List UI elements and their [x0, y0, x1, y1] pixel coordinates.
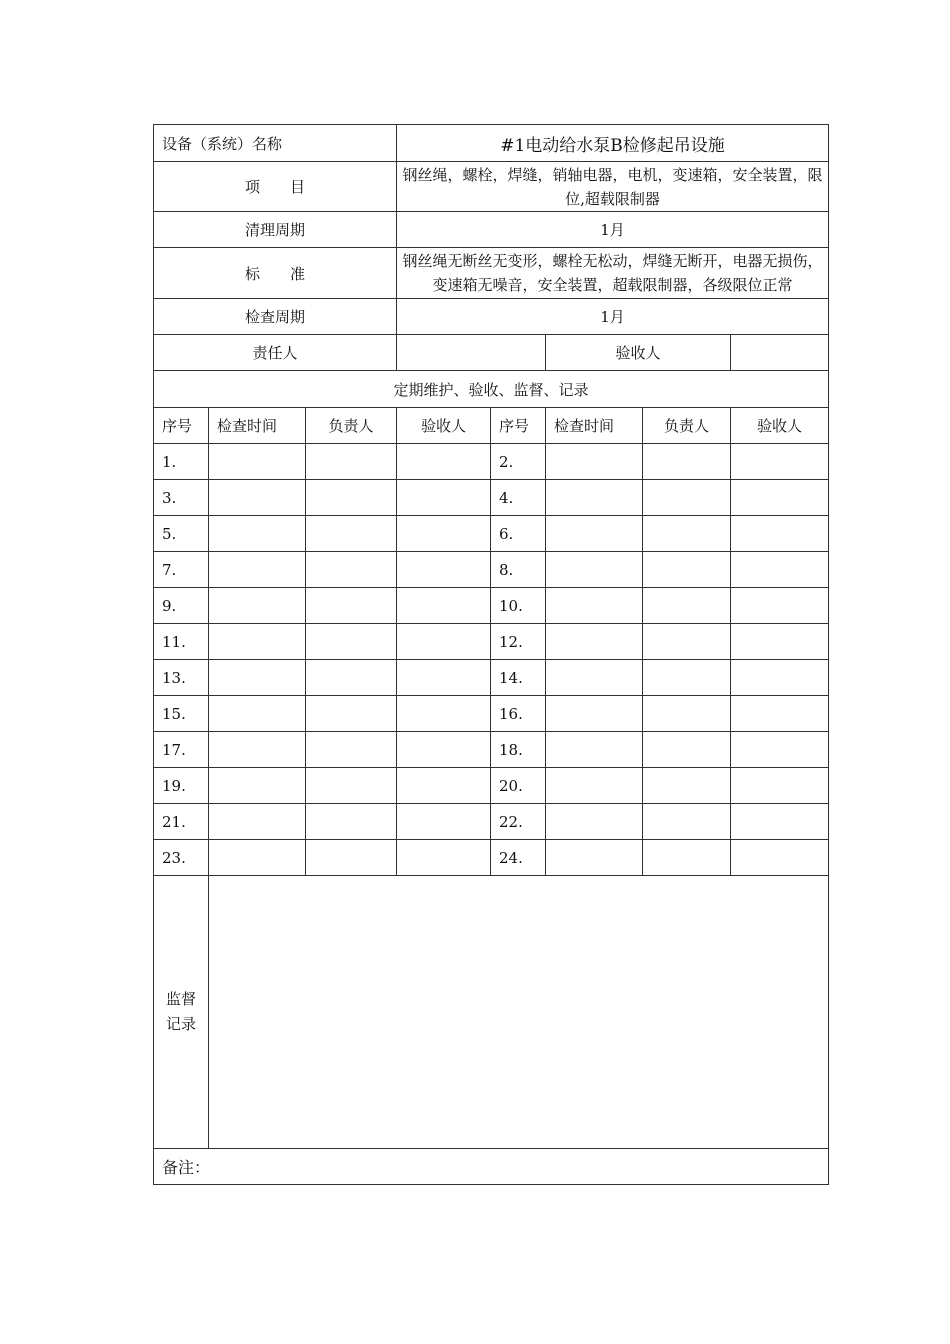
row-number: 8.	[491, 552, 546, 588]
clean-cycle-label: 清理周期	[154, 212, 397, 248]
table-row	[154, 480, 829, 516]
acceptor-cell[interactable]	[731, 588, 829, 624]
responsible-cell[interactable]	[643, 768, 731, 804]
check-time-cell[interactable]	[209, 624, 306, 660]
row-number: 16.	[491, 696, 546, 732]
acceptor-cell[interactable]	[731, 768, 829, 804]
acceptor-cell[interactable]	[731, 696, 829, 732]
column-header: 验收人	[731, 408, 829, 444]
check-time-cell[interactable]	[209, 804, 306, 840]
check-time-cell[interactable]	[209, 696, 306, 732]
clean-cycle-value: 1月	[397, 212, 829, 248]
table-row	[154, 840, 829, 876]
responsible-cell[interactable]	[643, 660, 731, 696]
check-time-cell[interactable]	[546, 516, 643, 552]
responsible-cell[interactable]	[643, 480, 731, 516]
check-time-cell[interactable]	[546, 696, 643, 732]
row-number: 5.	[154, 516, 209, 552]
table-row	[154, 732, 829, 768]
row-number: 14.	[491, 660, 546, 696]
acceptor-label: 验收人	[546, 335, 731, 371]
column-header: 负责人	[306, 408, 397, 444]
equipment-name-value: #1电动给水泵B检修起吊设施	[397, 125, 829, 162]
supervision-label-line-2: 记录	[165, 1015, 196, 1033]
responsible-cell[interactable]	[306, 732, 397, 768]
check-time-cell[interactable]	[546, 660, 643, 696]
remark-label: 备注：	[162, 1158, 211, 1177]
row-number: 10.	[491, 588, 546, 624]
supervision-label-line-1: 监督	[165, 990, 196, 1008]
acceptor-cell[interactable]	[397, 804, 491, 840]
acceptor-cell[interactable]	[397, 480, 491, 516]
acceptor-cell[interactable]	[731, 732, 829, 768]
supervision-label	[154, 876, 209, 1149]
responsible-cell[interactable]	[306, 624, 397, 660]
row-number: 2.	[491, 444, 546, 480]
table-row	[154, 516, 829, 552]
responsible-cell[interactable]	[306, 804, 397, 840]
responsible-cell[interactable]	[306, 444, 397, 480]
record-rows	[154, 444, 829, 876]
responsible-cell[interactable]	[306, 840, 397, 876]
table-row	[154, 588, 829, 624]
responsible-cell[interactable]	[643, 444, 731, 480]
row-number: 15.	[154, 696, 209, 732]
row-number: 24.	[491, 840, 546, 876]
column-header: 检查时间	[546, 408, 643, 444]
check-cycle-label: 检查周期	[154, 299, 397, 335]
column-header: 序号	[491, 408, 546, 444]
table-row	[154, 768, 829, 804]
check-time-cell[interactable]	[546, 804, 643, 840]
responsible-cell[interactable]	[643, 840, 731, 876]
responsible-cell[interactable]	[643, 552, 731, 588]
check-time-cell[interactable]	[546, 588, 643, 624]
column-header: 检查时间	[209, 408, 306, 444]
section-title: 定期维护、验收、监督、记录	[154, 371, 829, 408]
row-number: 12.	[491, 624, 546, 660]
table-row	[154, 804, 829, 840]
table-row	[154, 696, 829, 732]
check-time-cell[interactable]	[546, 552, 643, 588]
responsible-field[interactable]	[397, 335, 546, 371]
responsible-cell[interactable]	[306, 768, 397, 804]
check-time-cell[interactable]	[209, 516, 306, 552]
standard-value: 钢丝绳无断丝无变形，螺栓无松动，焊缝无断开，电器无损伤，变速箱无噪音，安全装置，超载限制器，各级限位正常	[397, 248, 829, 299]
check-time-cell[interactable]	[209, 660, 306, 696]
row-number: 4.	[491, 480, 546, 516]
form-table	[153, 124, 829, 1185]
row-number: 1.	[154, 444, 209, 480]
row-number: 17.	[154, 732, 209, 768]
acceptor-cell[interactable]	[731, 444, 829, 480]
acceptor-cell[interactable]	[397, 552, 491, 588]
acceptor-cell[interactable]	[731, 804, 829, 840]
acceptor-cell[interactable]	[397, 624, 491, 660]
row-number: 7.	[154, 552, 209, 588]
acceptor-cell[interactable]	[397, 660, 491, 696]
acceptor-cell[interactable]	[397, 840, 491, 876]
responsible-cell[interactable]	[643, 588, 731, 624]
column-header: 负责人	[643, 408, 731, 444]
responsible-cell[interactable]	[306, 552, 397, 588]
check-time-cell[interactable]	[209, 732, 306, 768]
equipment-name-label: 设备（系统）名称	[154, 125, 397, 162]
responsible-cell[interactable]	[306, 696, 397, 732]
responsible-cell[interactable]	[306, 660, 397, 696]
responsible-cell[interactable]	[643, 696, 731, 732]
responsible-cell[interactable]	[306, 588, 397, 624]
column-header-row	[154, 408, 829, 444]
row-number: 22.	[491, 804, 546, 840]
column-header: 序号	[154, 408, 209, 444]
acceptor-cell[interactable]	[731, 660, 829, 696]
row-number: 11.	[154, 624, 209, 660]
acceptor-cell[interactable]	[731, 624, 829, 660]
row-number: 18.	[491, 732, 546, 768]
check-time-cell[interactable]	[546, 480, 643, 516]
acceptor-cell[interactable]	[731, 516, 829, 552]
row-number: 6.	[491, 516, 546, 552]
table-row	[154, 660, 829, 696]
check-cycle-value: 1月	[397, 299, 829, 335]
check-time-cell[interactable]	[546, 444, 643, 480]
acceptor-cell[interactable]	[397, 516, 491, 552]
acceptor-cell[interactable]	[397, 588, 491, 624]
acceptor-cell[interactable]	[397, 444, 491, 480]
table-row	[154, 552, 829, 588]
row-number: 21.	[154, 804, 209, 840]
check-time-cell[interactable]	[209, 768, 306, 804]
row-number: 19.	[154, 768, 209, 804]
responsible-cell[interactable]	[306, 516, 397, 552]
check-time-cell[interactable]	[209, 552, 306, 588]
responsible-cell[interactable]	[643, 732, 731, 768]
responsible-label: 责任人	[154, 335, 397, 371]
check-time-cell[interactable]	[546, 732, 643, 768]
acceptor-cell[interactable]	[397, 732, 491, 768]
check-time-cell[interactable]	[546, 624, 643, 660]
check-time-cell[interactable]	[209, 480, 306, 516]
column-header: 验收人	[397, 408, 491, 444]
table-row	[154, 624, 829, 660]
responsible-cell[interactable]	[306, 480, 397, 516]
inspection-form	[153, 124, 828, 1185]
remark-field[interactable]	[154, 1149, 829, 1185]
row-number: 20.	[491, 768, 546, 804]
standard-label: 标 准	[154, 248, 397, 299]
acceptor-field[interactable]	[731, 335, 829, 371]
responsible-cell[interactable]	[643, 804, 731, 840]
acceptor-cell[interactable]	[731, 480, 829, 516]
acceptor-cell[interactable]	[731, 552, 829, 588]
responsible-cell[interactable]	[643, 516, 731, 552]
row-number: 3.	[154, 480, 209, 516]
responsible-cell[interactable]	[643, 624, 731, 660]
items-value: 钢丝绳，螺栓，焊缝，销轴电器，电机，变速箱，安全装置，限位,超载限制器	[397, 162, 829, 212]
items-label: 项 目	[154, 162, 397, 212]
row-number: 13.	[154, 660, 209, 696]
acceptor-cell[interactable]	[731, 840, 829, 876]
acceptor-cell[interactable]	[397, 696, 491, 732]
row-number: 9.	[154, 588, 209, 624]
row-number: 23.	[154, 840, 209, 876]
check-time-cell[interactable]	[546, 840, 643, 876]
acceptor-cell[interactable]	[397, 768, 491, 804]
check-time-cell[interactable]	[546, 768, 643, 804]
table-row	[154, 444, 829, 480]
check-time-cell[interactable]	[209, 588, 306, 624]
check-time-cell[interactable]	[209, 444, 306, 480]
check-time-cell[interactable]	[209, 840, 306, 876]
supervision-record-field[interactable]	[209, 876, 829, 1149]
